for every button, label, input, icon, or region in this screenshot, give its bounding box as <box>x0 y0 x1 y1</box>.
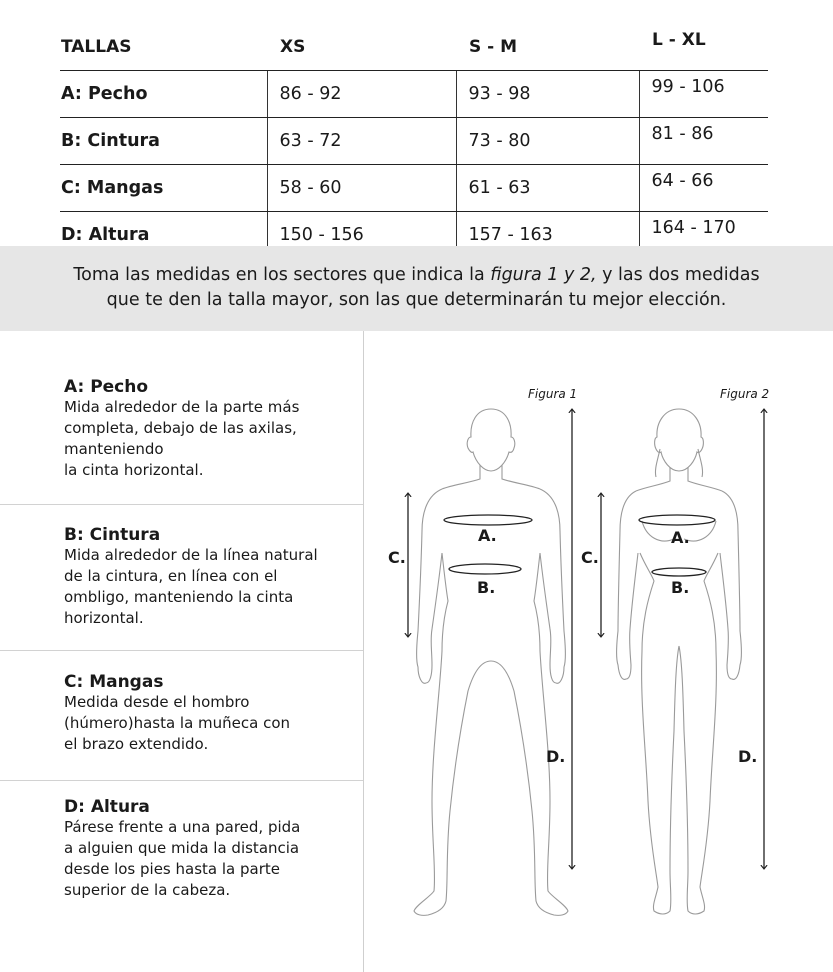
row-label-altura: D: Altura <box>60 212 267 259</box>
female-figure <box>617 409 742 914</box>
table-cell: 86 - 92 <box>267 71 456 118</box>
note-line: a alguien que mida la distancia <box>64 839 300 857</box>
divider <box>0 504 363 505</box>
male-figure <box>414 409 568 915</box>
table-cell: 93 - 98 <box>456 71 639 118</box>
note-pecho <box>0 377 363 481</box>
note-line: Mida alrededor de la parte más <box>64 398 300 416</box>
table-cell: 81 - 86 <box>639 118 768 165</box>
note-line: horizontal. <box>64 609 144 627</box>
table-cell: 157 - 163 <box>456 212 639 259</box>
marker-a-fig2: A. <box>671 528 690 547</box>
measurement-notes <box>0 331 364 972</box>
note-line: el brazo extendido. <box>64 735 209 753</box>
table-header-row <box>60 24 768 71</box>
note-title: B: Cintura <box>64 525 161 545</box>
note-line: Mida alrededor de la línea natural <box>64 546 318 564</box>
marker-d-fig2: D. <box>738 747 758 766</box>
table-cell: 64 - 66 <box>639 165 768 212</box>
female-measure-lines <box>601 409 764 869</box>
table-cell: 150 - 156 <box>267 212 456 259</box>
body-figures <box>364 331 833 972</box>
note-line: de la cintura, en línea con el <box>64 567 278 585</box>
marker-a-fig1: A. <box>478 526 497 545</box>
note-line: Párese frente a una pared, pida <box>64 818 301 836</box>
note-line: ombligo, manteniendo la cinta <box>64 588 294 606</box>
banner-line-1 <box>0 263 833 288</box>
marker-c-fig1: C. <box>388 548 406 567</box>
header-s-m: S - M <box>456 24 639 71</box>
note-mangas <box>0 672 363 755</box>
marker-b-fig2: B. <box>671 578 690 597</box>
header-l-xl: L - XL <box>639 24 768 71</box>
note-cintura <box>0 525 363 629</box>
divider <box>0 650 363 651</box>
table-cell: 73 - 80 <box>456 118 639 165</box>
marker-b-fig1: B. <box>477 578 496 597</box>
instructions-banner <box>0 246 833 331</box>
header-tallas: TALLAS <box>60 24 267 71</box>
banner-emphasis: figura 1 y 2, <box>490 265 597 285</box>
table-cell: 58 - 60 <box>267 165 456 212</box>
marker-c-fig2: C. <box>581 548 599 567</box>
row-label-pecho: A: Pecho <box>60 71 267 118</box>
figure-2-label: Figura 2 <box>720 387 770 401</box>
banner-text: y las dos medidas <box>596 265 760 285</box>
note-line: desde los pies hasta la parte <box>64 860 280 878</box>
header-xs: XS <box>267 24 456 71</box>
note-line: Medida desde el hombro <box>64 693 250 711</box>
note-line: (húmero)hasta la muñeca con <box>64 714 291 732</box>
note-line: la cinta horizontal. <box>64 461 204 479</box>
note-title: C: Mangas <box>64 672 164 692</box>
banner-line-2: que te den la talla mayor, son las que determinarán tu mejor elección. <box>106 290 727 310</box>
table-cell: 61 - 63 <box>456 165 639 212</box>
marker-d-fig1: D. <box>546 747 566 766</box>
figure-1-label: Figura 1 <box>528 387 578 401</box>
table-row <box>60 165 768 212</box>
note-title: A: Pecho <box>64 377 149 397</box>
note-line: superior de la cabeza. <box>64 881 231 899</box>
row-label-mangas: C: Mangas <box>60 165 267 212</box>
table-cell: 63 - 72 <box>267 118 456 165</box>
note-altura <box>0 797 363 901</box>
row-label-cintura: B: Cintura <box>60 118 267 165</box>
table-row <box>60 71 768 118</box>
body-outline-drawing <box>364 331 833 972</box>
size-table <box>60 24 768 258</box>
note-line: completa, debajo de las axilas, <box>64 419 297 437</box>
table-cell: 164 - 170 <box>651 218 736 238</box>
divider <box>0 780 363 781</box>
banner-text: Toma las medidas en los sectores que indica la <box>73 265 491 285</box>
table-cell: 99 - 106 <box>639 71 768 118</box>
table-row <box>60 118 768 165</box>
note-title: D: Altura <box>64 797 150 817</box>
note-line: manteniendo <box>64 440 164 458</box>
male-measure-lines <box>408 409 572 869</box>
